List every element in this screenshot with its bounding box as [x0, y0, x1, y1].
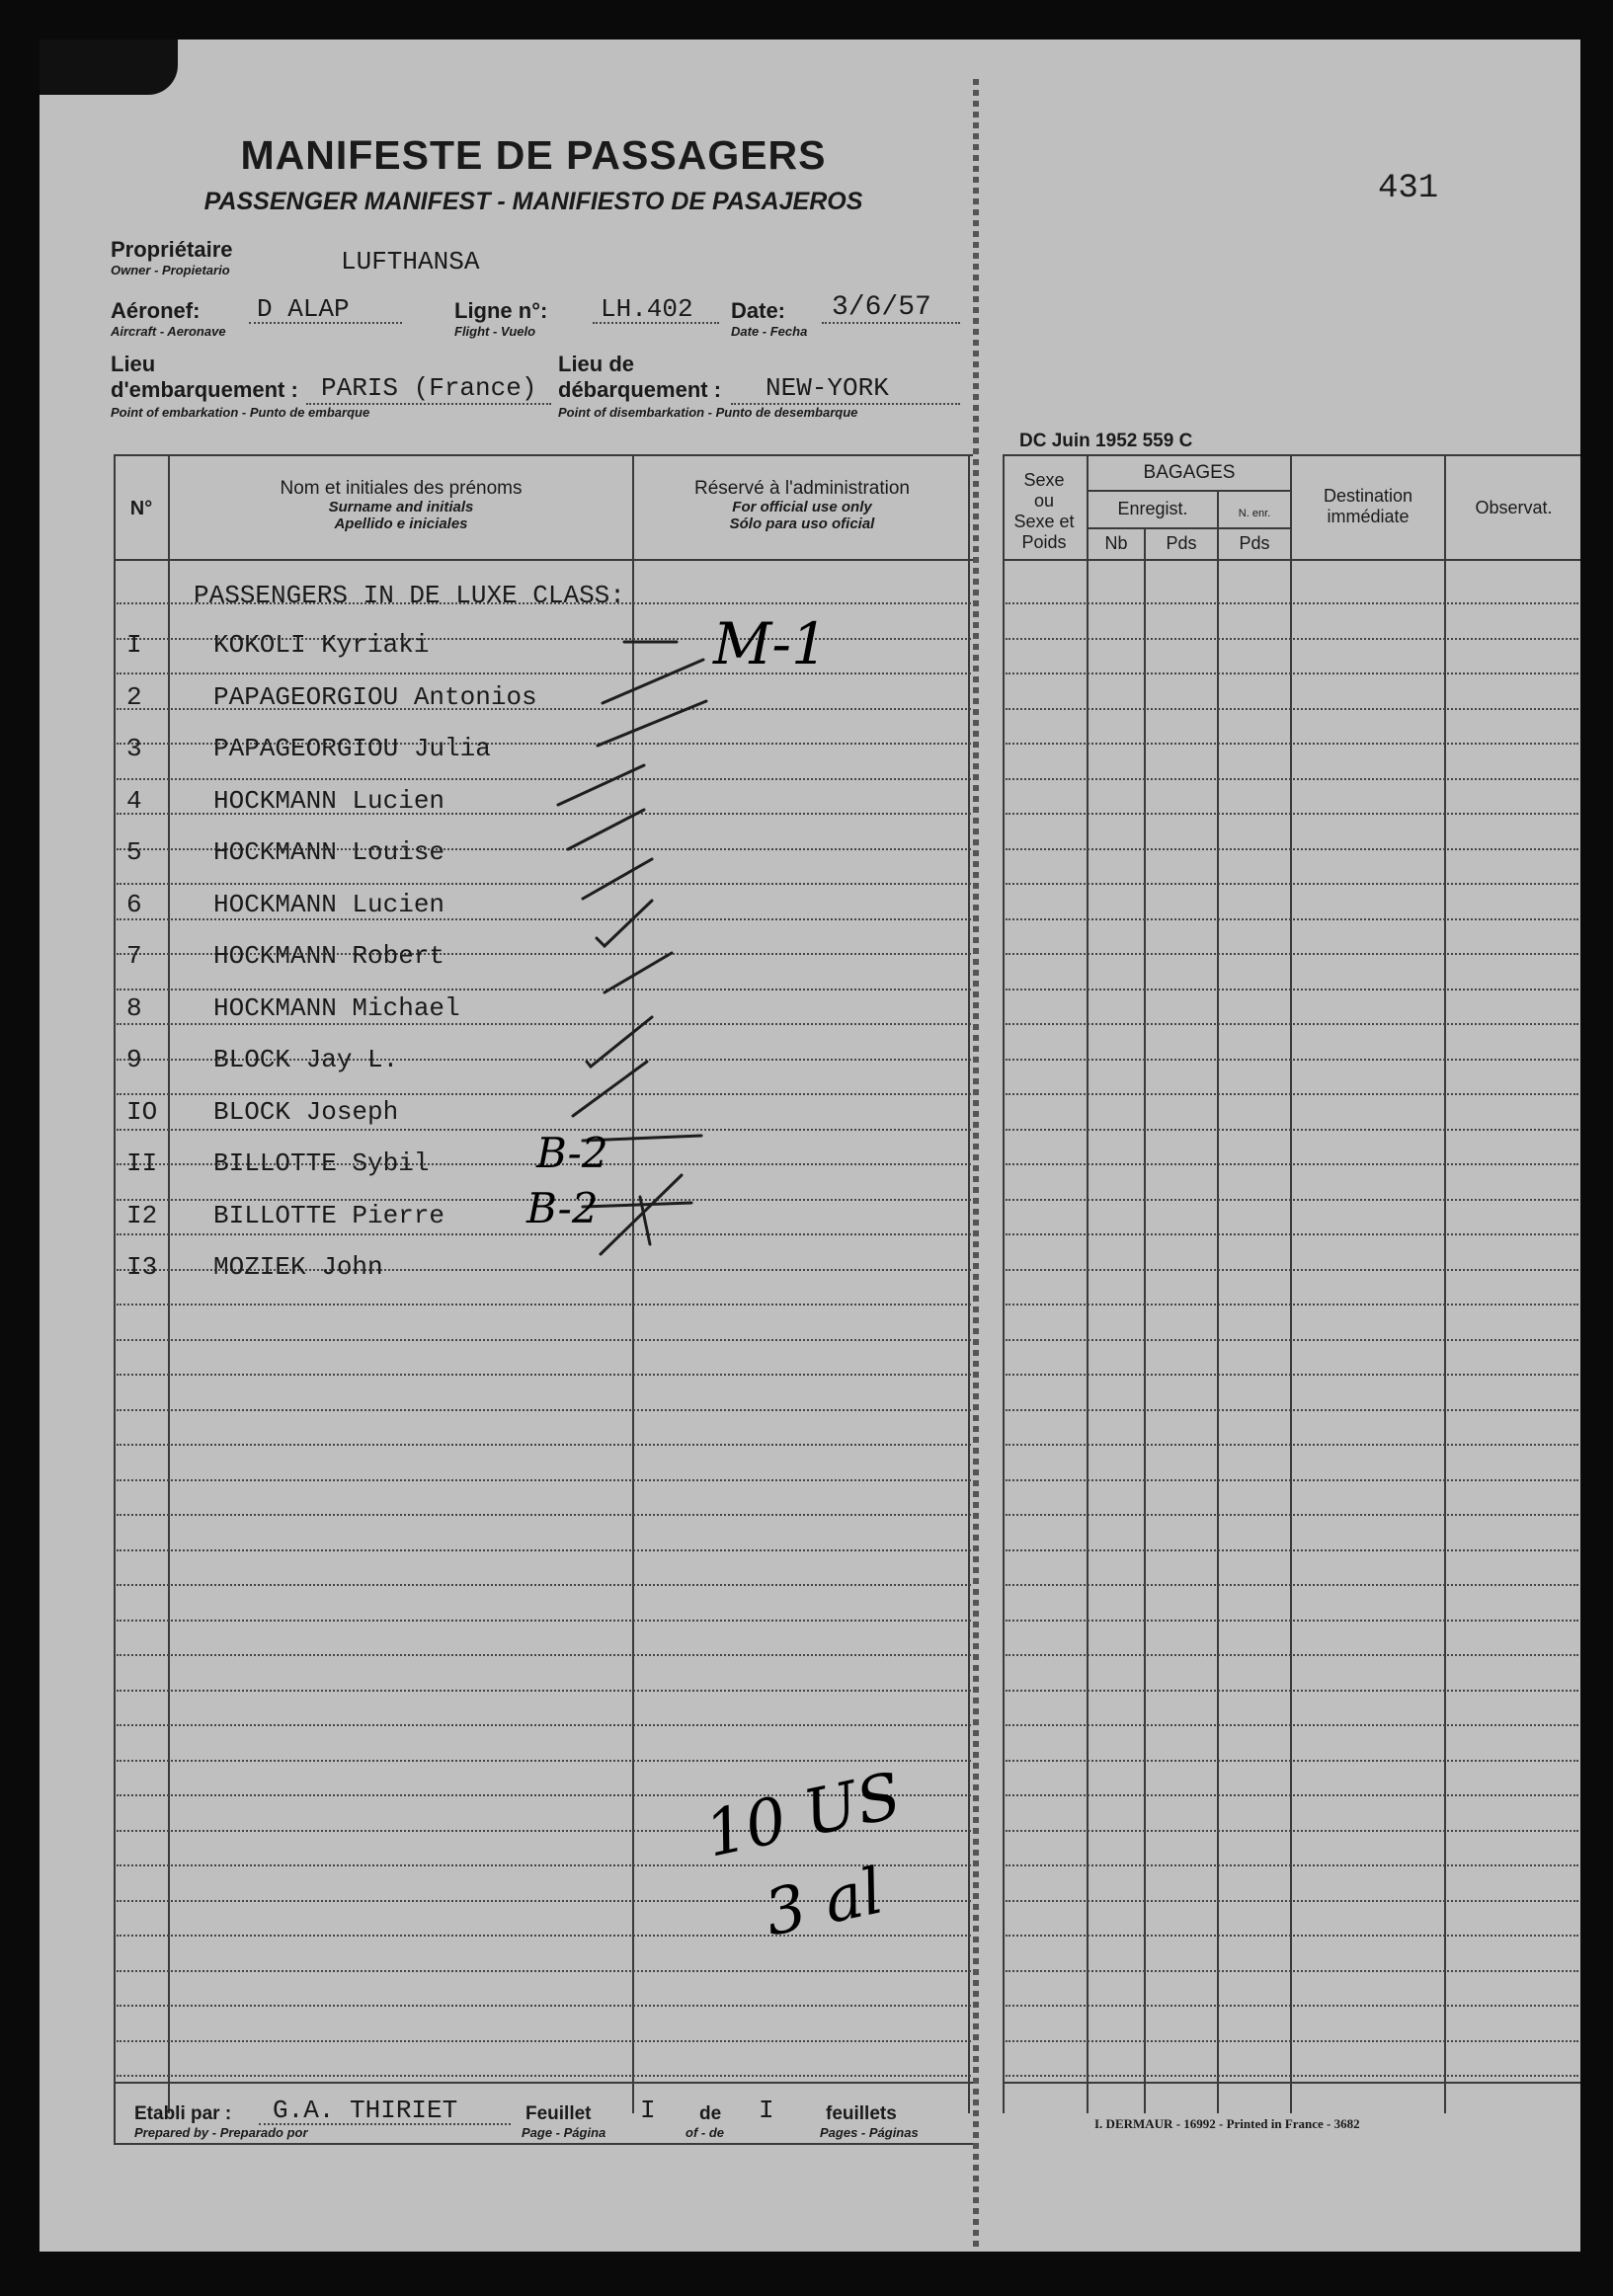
col-header-name-en: Surname and initials: [328, 499, 474, 515]
of-sublabel: of - de: [686, 2125, 724, 2140]
passenger-number: II: [126, 1148, 158, 1178]
passenger-number: 8: [126, 992, 142, 1023]
passenger-number: 5: [126, 837, 142, 867]
hand-b2-2: B-2: [526, 1184, 599, 1232]
destination-line-1: Destination: [1323, 486, 1413, 506]
hand-note-2: 3 al: [758, 1855, 890, 1951]
page-label: Feuillet: [525, 2103, 592, 2124]
printer-credit: I. DERMAUR - 16992 - Printed in France - 3682: [1094, 2116, 1360, 2131]
prepared-sublabel: Prepared by - Preparado por: [134, 2125, 308, 2140]
col-header-no: N°: [129, 498, 153, 519]
embark-label-2: d'embarquement :: [111, 377, 298, 402]
passenger-name: BLOCK Joseph: [213, 1096, 399, 1127]
aircraft-label: Aéronef:: [111, 298, 201, 323]
check-mark-2: [603, 660, 703, 703]
embark-value: PARIS (France): [321, 373, 537, 403]
flight-label: Ligne n°:: [454, 298, 548, 323]
passenger-name: BILLOTTE Pierre: [213, 1200, 445, 1230]
check-mark-8: [605, 953, 672, 992]
date-label: Date:: [731, 298, 786, 323]
sexe-line-2: ou: [1033, 491, 1055, 511]
page-stamp-number: 431: [1378, 170, 1439, 207]
passenger-number: 7: [126, 941, 142, 971]
passenger-name: HOCKMANN Robert: [213, 941, 445, 971]
date-value: 3/6/57: [832, 292, 931, 323]
check-mark-5: [568, 810, 644, 849]
embark-sublabel: Point of embarkation - Punto de embarque: [111, 405, 370, 420]
check-mark-4: [558, 765, 644, 805]
flight-value: LH.402: [601, 294, 693, 324]
passenger-number: IO: [126, 1096, 158, 1127]
page-sublabel: Page - Página: [522, 2125, 606, 2140]
of-label: de: [699, 2103, 722, 2124]
date-sublabel: Date - Fecha: [731, 324, 808, 339]
col-header-admin-es: Sólo para uso oficial: [729, 515, 875, 532]
destination-line-2: immédiate: [1327, 507, 1410, 526]
owner-sublabel: Owner - Propietario: [111, 263, 230, 277]
passenger-number: I: [126, 630, 142, 660]
col-header-pds-2: Pds: [1239, 533, 1270, 553]
pages-label: feuillets: [826, 2103, 897, 2124]
passenger-number: 6: [126, 889, 142, 919]
col-header-pds: Pds: [1166, 533, 1197, 553]
passenger-name: BLOCK Jay L.: [213, 1045, 399, 1074]
section-heading: PASSENGERS IN DE LUXE CLASS:: [194, 581, 625, 610]
passenger-name: BILLOTTE Sybil: [213, 1148, 430, 1178]
sexe-line-4: Poids: [1021, 532, 1067, 552]
col-header-enregist: Enregist.: [1117, 499, 1188, 518]
prepared-label: Etabli par :: [134, 2103, 232, 2124]
col-header-admin-en: For official use only: [732, 499, 872, 515]
col-header-name-es: Apellido e iniciales: [334, 515, 468, 532]
check-mark-10: [573, 1062, 647, 1116]
passenger-name: PAPAGEORGIOU Julia: [213, 734, 491, 763]
check-mark-6: [583, 859, 652, 899]
passenger-number: I2: [126, 1200, 158, 1230]
owner-label: Propriétaire: [111, 237, 233, 262]
passenger-name: HOCKMANN Lucien: [213, 889, 445, 919]
hand-note-1: 10 US: [698, 1759, 908, 1872]
passenger-number: 4: [126, 785, 142, 816]
check-mark-7: [597, 901, 652, 946]
disembark-label-1: Lieu de: [558, 352, 635, 376]
passenger-number: 9: [126, 1045, 142, 1074]
passenger-name: PAPAGEORGIOU Antonios: [213, 681, 537, 712]
check-mark-9: [587, 1017, 652, 1067]
hand-m1: M-1: [713, 610, 828, 677]
col-header-non-enr: N. enr.: [1238, 508, 1271, 519]
passenger-name: KOKOLI Kyriaki: [213, 630, 430, 660]
aircraft-sublabel: Aircraft - Aeronave: [111, 324, 226, 339]
page-value: I: [640, 2096, 656, 2125]
disembark-label-2: débarquement :: [558, 377, 722, 402]
passenger-number: I3: [126, 1252, 158, 1282]
dash-mark-12: [583, 1203, 691, 1207]
col-header-nb: Nb: [1104, 533, 1128, 553]
passenger-name: MOZIEK John: [213, 1252, 383, 1282]
prepared-value: G.A. THIRIET: [273, 2096, 458, 2125]
col-header-bagages: BAGAGES: [1143, 462, 1236, 483]
aircraft-value: D ALAP: [257, 294, 350, 324]
col-header-observ: Observat.: [1475, 498, 1553, 517]
embark-label-1: Lieu: [111, 352, 156, 376]
passenger-name: HOCKMANN Louise: [213, 837, 445, 867]
check-mark-13: [601, 1175, 682, 1254]
form-code: DC Juin 1952 559 C: [1019, 431, 1193, 451]
flight-sublabel: Flight - Vuelo: [454, 324, 536, 339]
sexe-line-3: Sexe et: [1013, 512, 1075, 531]
passenger-number: 3: [126, 734, 142, 763]
passenger-number: 2: [126, 681, 142, 712]
col-header-name-fr: Nom et initiales des prénoms: [280, 478, 523, 499]
passenger-name: HOCKMANN Michael: [213, 992, 460, 1023]
prepared-underline: [259, 2123, 511, 2125]
owner-value: LUFTHANSA: [341, 247, 480, 277]
of-value: I: [759, 2096, 774, 2125]
disembark-value: NEW-YORK: [766, 373, 889, 403]
hand-b2-1: B-2: [536, 1129, 608, 1177]
col-header-admin-fr: Réservé à l'administration: [694, 478, 910, 499]
check-mark-3: [598, 701, 706, 746]
sexe-line-1: Sexe: [1023, 470, 1065, 490]
disembark-sublabel: Point of disembarkation - Punto de desembarque: [558, 405, 858, 420]
page-subtitle: PASSENGER MANIFEST - MANIFIESTO DE PASAJEROS: [203, 188, 863, 215]
pages-sublabel: Pages - Páginas: [820, 2125, 919, 2140]
page-title: MANIFESTE DE PASSAGERS: [240, 132, 827, 178]
passenger-name: HOCKMANN Lucien: [213, 785, 445, 816]
